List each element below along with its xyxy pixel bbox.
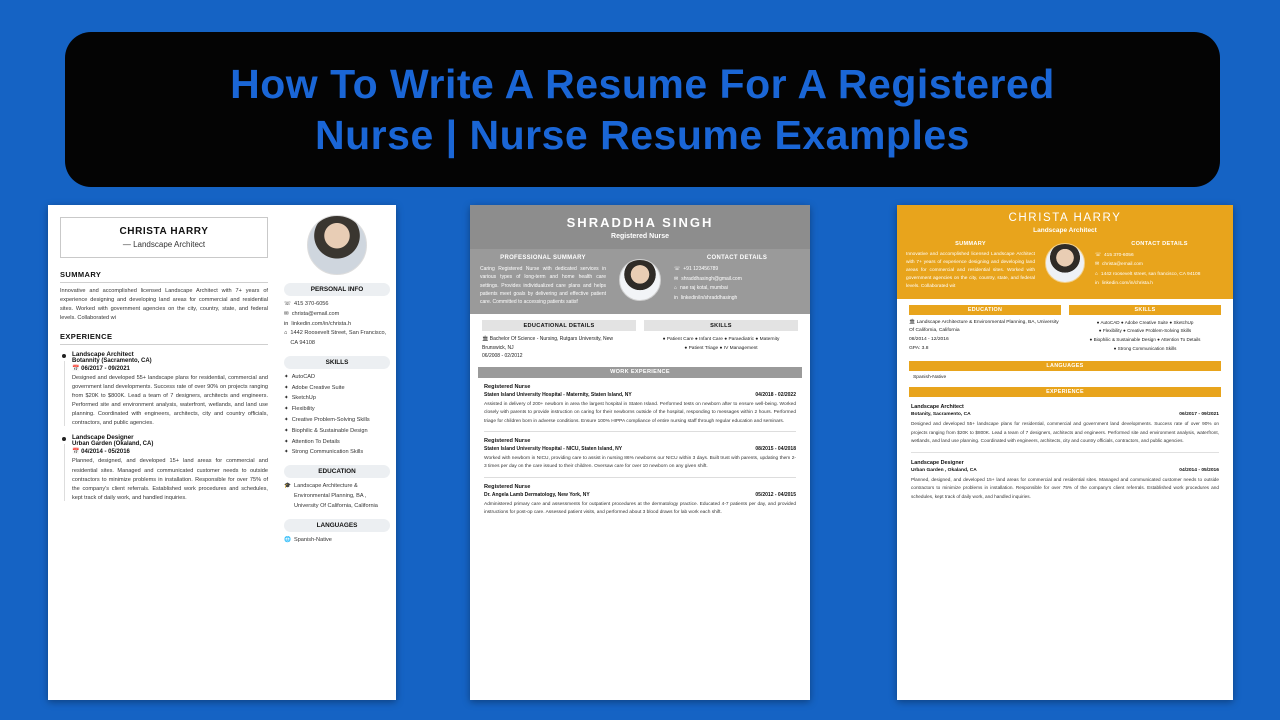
language-entry: Spanish-Native (913, 375, 947, 381)
graduation-cap-icon: 🎓 (284, 483, 291, 490)
phone-icon: ☏ (284, 301, 291, 307)
bank-icon: 🏛 (482, 336, 489, 343)
job-company: Staten Island University Hospital - NICU, Staten Island, NY (484, 445, 623, 452)
job-title: Landscape Designer (911, 459, 964, 466)
contact-heading: CONTACT DETAILS (706, 255, 768, 261)
contact-email: ✉ christa@email.com (1095, 260, 1224, 269)
job-dates: 08/2015 - 04/2018 (755, 445, 796, 452)
languages-heading: LANGUAGES (284, 519, 390, 532)
location-icon: ⌂ (1095, 271, 1098, 277)
bullet-icon: ● (684, 346, 688, 352)
resume-left-main-column (48, 205, 278, 700)
job-company: Dr. Angela Lamb Dermatology, New York, NY (484, 491, 590, 498)
contact-phone: ☏ +91 123456789 (674, 265, 800, 275)
video-title-line-1: How To Write A Resume For A Registered (230, 61, 1055, 108)
job-description: Planned, designed, and developed 15+ land areas for commercial and residential sites. Managed and communicated customer needs to outside contractors to minimize problems in installation. Responsible for over 75% of the company's client referrals. Established work procedures and schedules, kept track of daily work, and handled inquiries. (72, 458, 268, 501)
photo-block (614, 255, 666, 306)
skill-item: ✦ Creative Problem-Solving Skills (284, 416, 390, 426)
resume-left-summary-heading: SUMMARY (60, 270, 102, 279)
summary-block (906, 241, 1035, 291)
bullet-icon: ✦ (284, 417, 289, 424)
divider (60, 344, 268, 345)
skill-item: ✦ SketchUp (284, 394, 390, 404)
skills-list: ● AutoCAD ● Adobe Creative Suite ● SketchUp ● Flexibility ● Creative Problem-Solving Skills ● Biophilic & Sustainable Design ● Attention To Details ● Strong Communication Skills (1089, 319, 1201, 352)
bullet-icon: ● (1157, 337, 1160, 343)
experience-heading: EXPERIENCE (909, 387, 1221, 397)
contact-address: ⌂ nae raj kotal, mumbai (674, 284, 800, 294)
resume-middle-top-band (470, 249, 810, 314)
job-title: Registered Nurse (484, 483, 531, 490)
contact-email: ✉ christa@email.com (284, 310, 390, 320)
job-description: Administered primary care and assessments for outpatient procedures at the dermatology practice. Educated 4-7 patients per day, and provided instructions for post-op care. Assessed patient visits, and performed about 3 blood draws for lab work each shift. (484, 501, 796, 516)
bullet-icon: ✦ (284, 406, 289, 413)
job-dates: 04/2018 - 02/2022 (755, 391, 796, 398)
bullet-icon: ● (724, 337, 728, 343)
bullet-icon: ● (1098, 328, 1102, 334)
bullet-icon: ✦ (284, 384, 289, 391)
bullet-icon: ● (1113, 346, 1117, 352)
avatar (619, 259, 661, 301)
job-dates: 06/2017 - 09/2021 (1179, 412, 1219, 418)
resume-card-middle[interactable] (470, 205, 810, 700)
education-heading: EDUCATION (284, 465, 390, 478)
skill-item: ✦ Flexibility (284, 405, 390, 415)
resume-middle-header (470, 205, 810, 249)
education-heading: EDUCATIONAL DETAILS (482, 320, 636, 331)
job-company: Urban Garden , Okaland, CA (911, 467, 977, 473)
resume-left-role: — Landscape Architect (122, 240, 206, 249)
summary-heading: SUMMARY (955, 241, 986, 247)
job-title: Landscape Designer (72, 434, 134, 442)
bullet-icon: ✦ (284, 427, 289, 434)
contact-heading: CONTACT DETAILS (1131, 241, 1188, 247)
resume-right-header (897, 205, 1233, 239)
skill-item: ✦ Attention To Details (284, 438, 390, 448)
resume-left-name: CHRISTA HARRY (119, 226, 209, 237)
skill-item: ✦ Adobe Creative Suite (284, 384, 390, 394)
job-company: Staten Island University Hospital - Maternity, Staten Island, NY (484, 391, 632, 398)
job-description: Planned, designed, and developed 15+ land areas for commercial and residential sites. Managed and communicated customer needs to outside contractors to minimize problems in installation. Responsible for over 75% of the company's client referrals. Established work procedures and schedules, kept track of daily work, and handled inquiries. (911, 476, 1219, 499)
resume-right-name: CHRISTA HARRY (1008, 212, 1122, 224)
education-entry: 🎓 Landscape Architecture & Environmental Planning, BA , University Of California, California (284, 483, 378, 509)
education-entry: 🏛 Landscape Architecture & Environmental Planning, BA, University Of California, California 08/2014 - 12/2016 GPA: 3.8 (909, 319, 1061, 354)
skills-list: ● Patient Care ● Infant Care ● Paraediatric ● Maternity ● Patient Triage ● IV Management (662, 337, 780, 352)
skills-column (1065, 305, 1225, 355)
skills-heading: SKILLS (1069, 305, 1221, 315)
resume-left-summary-text: Innovative and accomplished licensed Landscape Architect with 7+ years of experience designing and developing land areas for commercial and residential sites. Worked with government agencies on the city, country, state, and federal levels. Collaborated wi (60, 288, 268, 322)
resume-left-job-1 (60, 351, 268, 428)
job-dates: 05/2012 - 04/2015 (755, 491, 796, 498)
resume-left-name-box (60, 217, 268, 258)
photo-block (1041, 241, 1089, 291)
location-icon: ⌂ (674, 285, 678, 291)
contact-address: ⌂ 1442 roosevelt street, san francisco, CA 94108 (1095, 270, 1224, 279)
resume-left-job-2 (60, 434, 268, 502)
calendar-icon: 📅 (72, 449, 80, 456)
summary-heading: PROFESSIONAL SUMMARY (500, 255, 586, 261)
phone-icon: ☏ (1095, 253, 1101, 258)
summary-block (480, 255, 606, 306)
bullet-icon: ● (1169, 319, 1173, 325)
job-title: Registered Nurse (484, 437, 531, 444)
contact-list (674, 265, 800, 303)
linkedin-icon: in (674, 294, 678, 301)
job-description: Worked with newborn in NICU, providing care to assist in nursing 86% newborns our NICU within 3 days. Built trust with parents, updating them 2-3 times per day on the care issued to their children. Oversaw care for over 10 newborn on any given shift. (484, 455, 796, 470)
bullet-icon: ● (662, 337, 666, 343)
education-column (905, 305, 1065, 355)
resume-middle-job-2 (470, 432, 810, 472)
divider (60, 282, 268, 283)
skills-column (640, 320, 802, 361)
contact-list (1095, 251, 1224, 288)
skill-item: ✦ Strong Communication Skills (284, 448, 390, 458)
contact-block (1095, 241, 1224, 291)
bullet-icon: ● (719, 346, 723, 352)
contact-email: ✉ shraddhasingh@gmail.com (674, 275, 800, 285)
education-entry: 🏛 Bachelor Of Science - Nursing, Rutgars University, New Brunswick, NJ 06/2008 - 02/2012 (482, 335, 636, 361)
languages-heading: LANGUAGES (909, 361, 1221, 371)
job-dates: 📅 06/2017 - 09/2021 (72, 366, 130, 373)
summary-text: Caring Registered Nurse with dedicated services in various types of long-term and home health care settings. Provides individualized care plans and helps patients meet goals by delivering and effective patient care. Committed to accessing patients satisf (480, 266, 606, 305)
job-title: Landscape Architect (911, 404, 964, 411)
resume-middle-name: SHRADDHA SINGH (566, 214, 714, 230)
bullet-icon: ✦ (284, 449, 289, 456)
bullet-icon: ● (1096, 319, 1100, 325)
avatar (1045, 243, 1085, 283)
skill-item: ✦ Biophilic & Sustainable Design (284, 427, 390, 437)
skill-item: ✦ AutoCAD (284, 373, 390, 383)
summary-text: Innovative and accomplished licensed Landscape Architect with 7+ years of experience designing and developing land areas for commercial and residential sites. Worked with government agencies on the city, country, state, and federal levels. Collaborated wit (906, 252, 1035, 289)
resume-middle-job-3 (470, 478, 810, 518)
contact-linkedin: in linkedin.com/in/christa.h (284, 320, 390, 330)
globe-icon: 🌐 (284, 536, 291, 543)
bullet-icon: ● (755, 337, 759, 343)
resume-right-job-1 (897, 397, 1233, 445)
job-company: Urban Garden (Okaland, CA) (72, 441, 154, 448)
resume-right-job-2 (897, 453, 1233, 501)
resume-right-top-band (897, 239, 1233, 299)
resume-left-sidebar (278, 205, 396, 700)
personal-info-heading: PERSONAL INFO (284, 283, 390, 296)
education-heading: EDUCATION (909, 305, 1061, 315)
timeline-line (64, 361, 65, 426)
video-title-banner (65, 32, 1220, 187)
resume-middle-role: Registered Nurse (611, 232, 669, 240)
contact-linkedin: in linkedin.com/in/christa.h (1095, 279, 1224, 288)
resume-card-right[interactable] (897, 205, 1233, 700)
job-description: Designed and developed 55+ landscape plans for residential, commercial and government land developments. Success rate of over 90% on projects ranging from $20K to $800K. Lead a team of 7 designers, architects and engineers. Performed site and environment analysis, waterfront, wetlands, and land use planning. Coordinated with engineers, architects, city and country officials, contractors, and public agencies. (72, 375, 268, 427)
bullet-icon: ● (1120, 319, 1124, 325)
job-dates: 📅 04/2014 - 05/2016 (72, 449, 130, 456)
skills-list (284, 373, 390, 458)
education-column (478, 320, 640, 361)
bullet-icon: ● (694, 337, 698, 343)
bullet-icon: ● (1089, 337, 1093, 343)
bank-icon: 🏛 (909, 319, 916, 325)
resume-right-edu-skills (897, 305, 1233, 355)
avatar (307, 215, 367, 275)
resume-middle-edu-skills (470, 320, 810, 361)
timeline-line (64, 444, 65, 500)
resume-right-role: Landscape Architect (1033, 227, 1097, 234)
video-title-line-2: Nurse | Nurse Resume Examples (315, 111, 970, 158)
education-dates: 08/2014 - 12/2016 (909, 337, 949, 343)
job-company: Botanity, Sacramento, CA (911, 412, 971, 418)
resume-middle-job-1 (470, 378, 810, 426)
contact-block (674, 255, 800, 306)
mail-icon: ✉ (284, 310, 289, 317)
contact-address: ⌂ 1442 Roosevelt Street, San Francisco, CA 94108 (284, 330, 387, 347)
job-description: Assisted in delivery of 200+ newborn in area the largest hospital in Staten Island. Performed tests on newborn after to ensure well-being. Worked closely with parents to provide instruction on caring for their newborns outside of the hospital, responding to messages within 2 hours. Performed triage for children born in adverse conditions. Ensure 100% HIPPA compliance of entire nursing staff through regular education and seminars. (484, 401, 796, 424)
bullet-icon: ✦ (284, 395, 289, 402)
job-title: Landscape Architect (72, 351, 134, 359)
contact-phone: ☏ 415 370-6056 (284, 300, 390, 310)
skills-heading: SKILLS (284, 356, 390, 369)
calendar-icon: 📅 (72, 366, 80, 373)
bullet-icon: ● (1123, 328, 1126, 334)
job-dates: 04/2014 - 05/2016 (1179, 467, 1219, 473)
language-entry: 🌐 Spanish-Native (284, 536, 390, 546)
work-experience-heading: WORK EXPERIENCE (478, 367, 802, 378)
resume-card-left[interactable] (48, 205, 396, 700)
education-dates: 06/2008 - 02/2012 (482, 353, 523, 360)
education-gpa: GPA: 3.8 (909, 346, 929, 352)
skills-heading: SKILLS (644, 320, 798, 331)
linkedin-icon: in (284, 320, 289, 327)
resume-left-experience-heading: EXPERIENCE (60, 332, 113, 342)
phone-icon: ☏ (674, 266, 681, 272)
linkedin-icon: in (1095, 281, 1099, 287)
bullet-icon: ✦ (284, 373, 289, 380)
contact-linkedin: in linkedin/in/shraddhasingh (674, 294, 800, 304)
mail-icon: ✉ (1095, 262, 1100, 268)
job-company: Botannity (Sacramento, CA) (72, 358, 152, 365)
bullet-icon: ✦ (284, 438, 289, 445)
mail-icon: ✉ (674, 275, 679, 282)
job-title: Registered Nurse (484, 383, 531, 390)
location-icon: ⌂ (284, 330, 288, 337)
contact-phone: ☏ 415 370-6056 (1095, 251, 1224, 260)
job-description: Designed and developed 55+ landscape plans for residential, commercial and government land developments. Success rate of over 90% on projects ranging from $20K to $800K. Lead a team of 7 designers, architects and engineers. Performed site and environment analysis, waterfront, wetlands, and land use planning. Coordinated with engineers, architects, city and country officials, contractors, and public agencies. (911, 421, 1219, 444)
